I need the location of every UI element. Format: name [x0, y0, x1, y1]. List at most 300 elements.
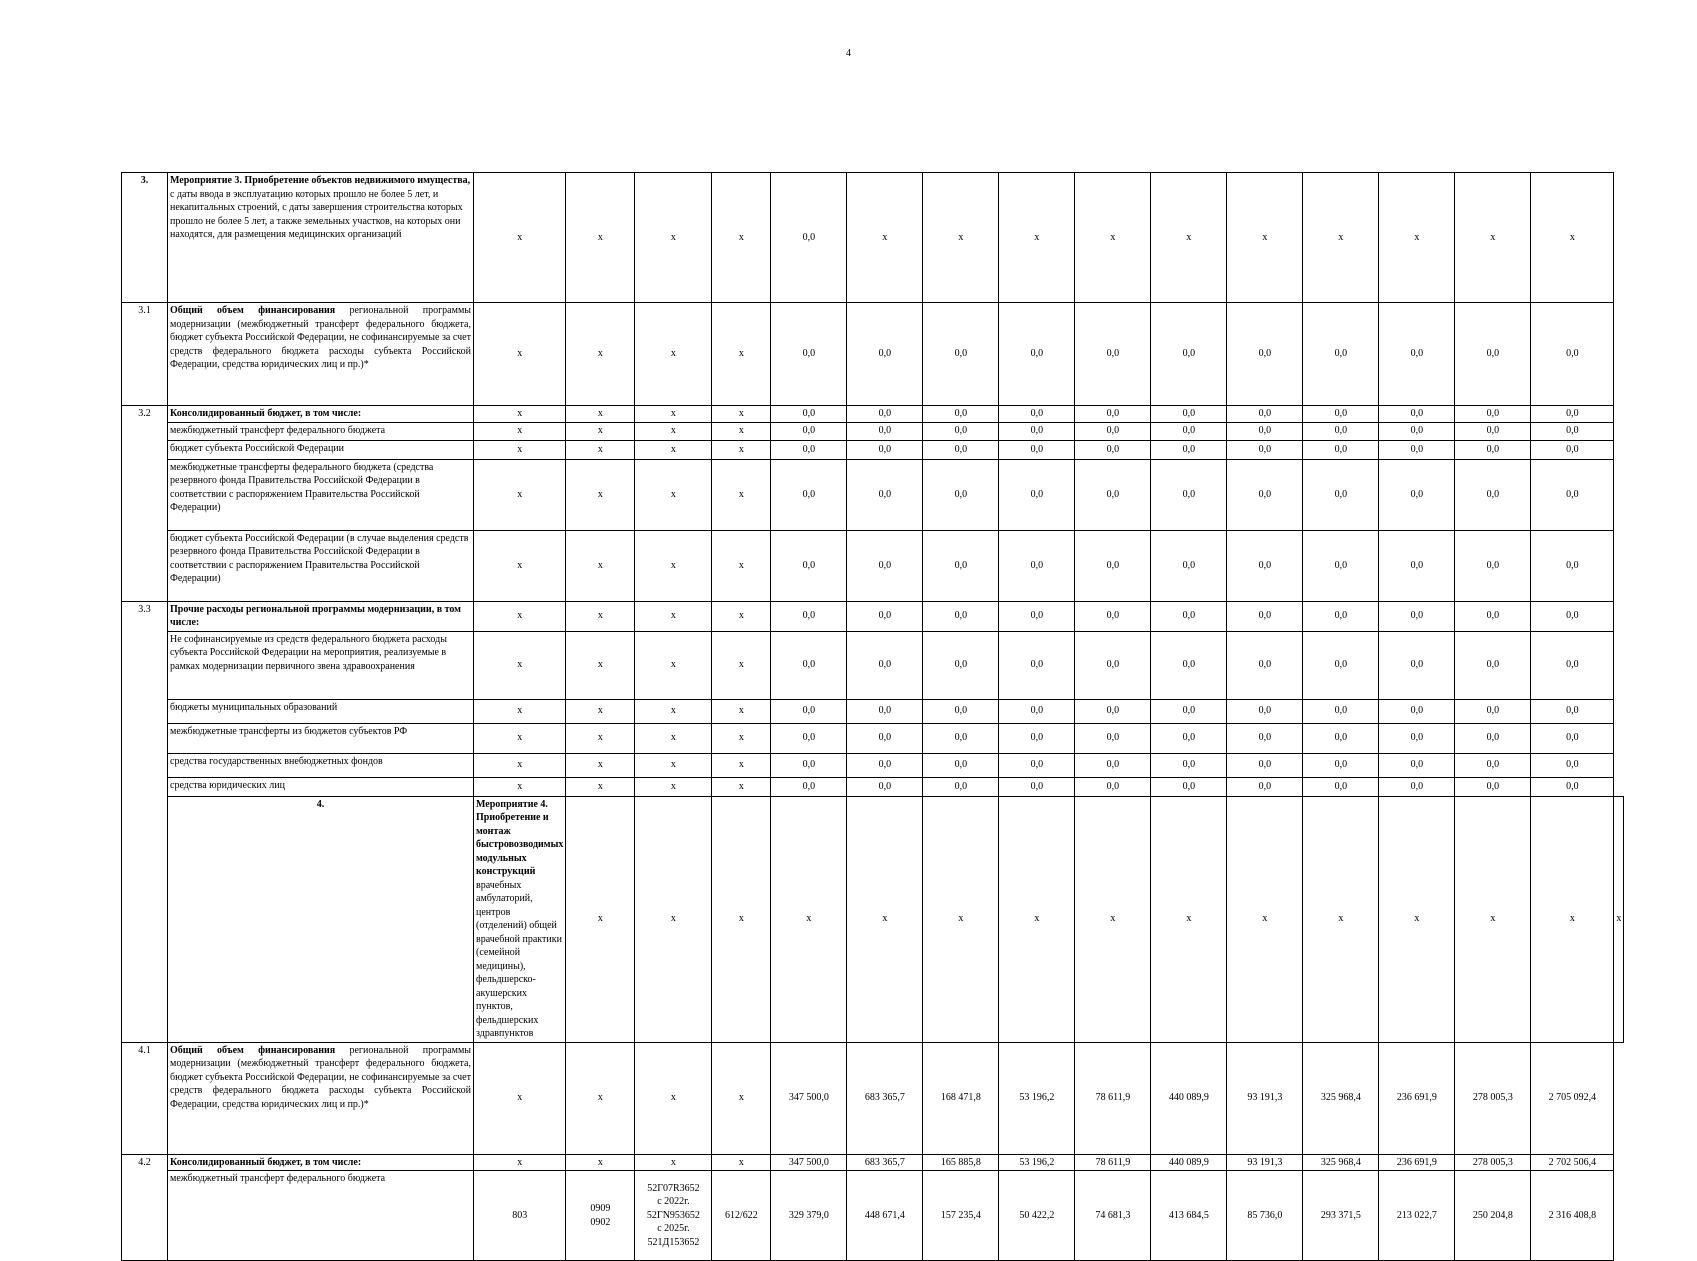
description-text: врачебных амбулаторий, центров (отделений) общей врачебной практики (семейной медицины), фельдшерско-акушерских пунктов, фельдшерских здравпунктов [476, 879, 562, 1039]
table-cell: 325 968,4 [1303, 1042, 1379, 1154]
table-cell: 0,0 [847, 631, 923, 699]
row-description [168, 699, 474, 723]
table-row [122, 303, 1624, 406]
table-cell: x [566, 699, 635, 723]
table-cell: 0,0 [923, 422, 999, 440]
table-cell: x [474, 440, 566, 459]
table-cell: 0,0 [1303, 422, 1379, 440]
table-cell: x [635, 530, 712, 601]
table-row [122, 459, 1624, 530]
table-cell: x [635, 422, 712, 440]
table-cell: x [474, 459, 566, 530]
table-cell: x [635, 406, 712, 423]
table-cell: 0,0 [1303, 699, 1379, 723]
table-cell: 0,0 [1455, 530, 1531, 601]
table-cell: x [712, 631, 771, 699]
table-cell: x [566, 530, 635, 601]
table-cell: 0,0 [1531, 440, 1614, 459]
table-cell: 53 196,2 [999, 1042, 1075, 1154]
row-number: 4. [168, 796, 474, 1042]
table-cell: 0,0 [1455, 303, 1531, 406]
table-cell: x [771, 796, 847, 1042]
table-cell: 0,0 [923, 530, 999, 601]
table-cell: x [847, 796, 923, 1042]
table-cell: x [712, 422, 771, 440]
table-cell: 0,0 [847, 723, 923, 753]
description-bold: Мероприятие 3. Приобретение объектов недвижимого имущества, [170, 175, 471, 186]
table-cell: 0,0 [1303, 777, 1379, 796]
table-cell: 0,0 [771, 777, 847, 796]
table-cell: 0,0 [771, 173, 847, 303]
row-description [168, 1171, 474, 1261]
table-cell: 0,0 [1455, 723, 1531, 753]
row-description [168, 406, 474, 423]
table-cell: x [566, 459, 635, 530]
table-cell: 0,0 [999, 777, 1075, 796]
description-text: региональной программы модернизации (межбюджетный трансферт федерального бюджета, бюджет субъекта Российской Федерации, не софинансируемые за счет средств федерального бюджета расходы субъекта Российской Федерации, средства юридических лиц и пр.)* [170, 1044, 471, 1110]
table-cell: x [635, 459, 712, 530]
description-bold: Консолидированный бюджет, в том числе: [170, 408, 362, 419]
table-cell: 0,0 [1075, 530, 1151, 601]
table-cell: 0,0 [771, 631, 847, 699]
table-cell: 0,0 [999, 631, 1075, 699]
table-cell: 0,0 [1227, 406, 1303, 423]
table-cell: 0,0 [1227, 530, 1303, 601]
table-cell: 0,0 [1075, 440, 1151, 459]
table-cell: 0,0 [1531, 303, 1614, 406]
table-cell: x [1379, 796, 1455, 1042]
table-cell: 168 471,8 [923, 1042, 999, 1154]
table-row [122, 422, 1624, 440]
table-cell: x [1614, 796, 1624, 1042]
table-cell: 0,0 [1531, 699, 1614, 723]
table-row [122, 777, 1624, 796]
table-cell: 413 684,5 [1151, 1171, 1227, 1261]
table-row [122, 631, 1624, 699]
table-cell: 0,0 [999, 530, 1075, 601]
table-cell: x [712, 699, 771, 723]
table-cell: x [566, 1042, 635, 1154]
table-cell: 0,0 [1531, 422, 1614, 440]
table-cell: 0,0 [1455, 422, 1531, 440]
row-description [168, 777, 474, 796]
table-cell: x [712, 1154, 771, 1171]
table-cell: x [923, 796, 999, 1042]
row-number: 4.2 [122, 1154, 168, 1261]
table-cell: x [566, 601, 635, 631]
table-cell: x [566, 1154, 635, 1171]
description-text: межбюджетные трансферты федерального бюджета (средства резервного фонда Правительства Российской Федерации в соответствии с распоряжением Правительства Российской Федерации) [170, 461, 434, 513]
table-cell: 329 379,0 [771, 1171, 847, 1261]
description-text: межбюджетный трансферт федерального бюджета [170, 424, 386, 436]
table-cell: 0,0 [1075, 459, 1151, 530]
table-cell: 440 089,9 [1151, 1042, 1227, 1154]
table-cell: 0,0 [1455, 777, 1531, 796]
table-cell: 0,0 [1303, 723, 1379, 753]
table-cell: 0,0 [1151, 631, 1227, 699]
table-cell: 0,0 [1075, 422, 1151, 440]
table-cell: 0,0 [1075, 777, 1151, 796]
table-cell: 0,0 [1227, 303, 1303, 406]
table-cell: 2 702 506,4 [1531, 1154, 1614, 1171]
table-cell: 0,0 [771, 601, 847, 631]
row-description [168, 631, 474, 699]
table-cell: x [1303, 173, 1379, 303]
table-cell: 157 235,4 [923, 1171, 999, 1261]
table-cell: x [635, 173, 712, 303]
table-cell: 0,0 [847, 440, 923, 459]
table-cell: 0,0 [1151, 530, 1227, 601]
table-cell: 0,0 [1151, 440, 1227, 459]
table-cell: 0,0 [1227, 440, 1303, 459]
table-cell: 236 691,9 [1379, 1042, 1455, 1154]
table-cell: x [474, 631, 566, 699]
table-cell: 0,0 [1075, 406, 1151, 423]
row-description [168, 422, 474, 440]
table-cell: 0,0 [1531, 753, 1614, 777]
table-cell: 278 005,3 [1455, 1042, 1531, 1154]
table-cell: x [712, 777, 771, 796]
table-cell: 440 089,9 [1151, 1154, 1227, 1171]
table-cell: 0,0 [771, 422, 847, 440]
page-number: 4 [846, 48, 851, 59]
financing-table [121, 172, 1624, 1261]
row-number: 3.3 [122, 601, 168, 1042]
table-cell: x [635, 753, 712, 777]
row-number: 4.1 [122, 1042, 168, 1154]
row-description [168, 1042, 474, 1154]
table-cell: 0,0 [1151, 422, 1227, 440]
table-cell: x [712, 723, 771, 753]
table-cell: x [1151, 173, 1227, 303]
table-cell: 0,0 [1379, 406, 1455, 423]
table-cell: x [566, 422, 635, 440]
table-cell: 0909 0902 [566, 1171, 635, 1261]
row-number: 3. [122, 173, 168, 303]
table-cell: 0,0 [1531, 723, 1614, 753]
table-cell: x [635, 1042, 712, 1154]
description-text: бюджет субъекта Российской Федерации (в случае выделения средств резервного фонда Правительства Российской Федерации в соответствии с распоряжением Правительства Российской Федерации) [170, 532, 469, 584]
table-cell: 0,0 [923, 699, 999, 723]
table-cell: 0,0 [999, 459, 1075, 530]
table-cell: 0,0 [1531, 631, 1614, 699]
table-cell: 0,0 [771, 303, 847, 406]
table-cell: 0,0 [847, 406, 923, 423]
table-row [122, 753, 1624, 777]
row-description [474, 796, 566, 1042]
table-cell: x [474, 530, 566, 601]
description-text: Не софинансируемые из средств федерального бюджета расходы субъекта Российской Федерации на мероприятия, реализуемые в рамках модернизации первичного звена здравоохранения [170, 633, 447, 672]
table-cell: x [712, 1042, 771, 1154]
table-cell: 0,0 [1455, 631, 1531, 699]
table-row [122, 173, 1624, 303]
table-cell: 0,0 [999, 406, 1075, 423]
table-cell: 0,0 [1455, 753, 1531, 777]
table-cell: 0,0 [1075, 753, 1151, 777]
table-cell: x [1075, 796, 1151, 1042]
table-cell: 0,0 [1379, 753, 1455, 777]
table-cell: 0,0 [1455, 406, 1531, 423]
row-description [168, 601, 474, 631]
table-cell: 0,0 [1151, 406, 1227, 423]
table-cell: x [999, 796, 1075, 1042]
table-cell: 0,0 [1151, 753, 1227, 777]
table-cell: 803 [474, 1171, 566, 1261]
table-cell: 0,0 [1075, 699, 1151, 723]
table-cell: 0,0 [771, 699, 847, 723]
table-cell: x [635, 723, 712, 753]
table-cell: x [474, 1042, 566, 1154]
table-cell: x [712, 601, 771, 631]
table-cell: 0,0 [1151, 777, 1227, 796]
table-cell: 0,0 [1379, 303, 1455, 406]
table-cell: x [712, 459, 771, 530]
table-cell: 0,0 [1227, 699, 1303, 723]
table-cell: 0,0 [771, 530, 847, 601]
table-cell: 0,0 [923, 459, 999, 530]
table-cell: x [635, 796, 712, 1042]
description-bold: Прочие расходы региональной программы модернизации, в том числе: [170, 603, 461, 628]
table-cell: x [566, 777, 635, 796]
description-bold: Общий объем финансирования [170, 305, 336, 316]
table-cell: 0,0 [1379, 530, 1455, 601]
table-cell: 0,0 [1075, 723, 1151, 753]
table-cell: x [474, 723, 566, 753]
table-cell: x [566, 173, 635, 303]
table-cell: 0,0 [1227, 601, 1303, 631]
table-cell: x [474, 601, 566, 631]
description-text: межбюджетные трансферты из бюджетов субъектов РФ [170, 725, 408, 737]
description-text: бюджет субъекта Российской Федерации [170, 442, 345, 454]
table-cell: 0,0 [923, 303, 999, 406]
table-cell: 0,0 [1531, 777, 1614, 796]
table-cell: x [566, 303, 635, 406]
row-number: 3.2 [122, 406, 168, 602]
table-cell: x [712, 303, 771, 406]
table-cell: 0,0 [999, 723, 1075, 753]
table-cell: x [847, 173, 923, 303]
table-row [122, 723, 1624, 753]
table-cell: x [635, 601, 712, 631]
table-cell: 0,0 [923, 753, 999, 777]
table-cell: 250 204,8 [1455, 1171, 1531, 1261]
table-cell: 0,0 [1303, 459, 1379, 530]
table-row [122, 530, 1624, 601]
table-cell: 0,0 [1303, 303, 1379, 406]
row-description [168, 753, 474, 777]
table-cell: x [474, 753, 566, 777]
table-cell: 0,0 [1455, 459, 1531, 530]
table-cell: x [923, 173, 999, 303]
table-cell: 52Г07R3652 с 2022г. 52ГN953652 с 2025г. 521Д153652 [635, 1171, 712, 1261]
description-bold: Общий объем финансирования [170, 1044, 336, 1056]
table-cell: x [566, 406, 635, 423]
table-cell: 0,0 [1151, 303, 1227, 406]
table-cell: 93 191,3 [1227, 1154, 1303, 1171]
table-cell: 53 196,2 [999, 1154, 1075, 1171]
table-cell: x [712, 173, 771, 303]
table-cell: 0,0 [1531, 459, 1614, 530]
row-description [168, 723, 474, 753]
table-cell: 278 005,3 [1455, 1154, 1531, 1171]
table-cell: x [474, 777, 566, 796]
table-cell: 0,0 [1227, 753, 1303, 777]
table-cell: x [1531, 796, 1614, 1042]
table-cell: 0,0 [1455, 699, 1531, 723]
table-cell: 0,0 [847, 459, 923, 530]
table-cell: 0,0 [1531, 406, 1614, 423]
table-cell: 165 885,8 [923, 1154, 999, 1171]
table-row [122, 406, 1624, 423]
table-cell: 0,0 [923, 777, 999, 796]
table-cell: 0,0 [1227, 422, 1303, 440]
table-cell: x [474, 303, 566, 406]
row-description [168, 530, 474, 601]
table-cell: 0,0 [999, 753, 1075, 777]
table-cell: 293 371,5 [1303, 1171, 1379, 1261]
table-cell: 74 681,3 [1075, 1171, 1151, 1261]
table-cell: 347 500,0 [771, 1042, 847, 1154]
table-body [122, 173, 1624, 1261]
description-text: бюджеты муниципальных образований [170, 701, 338, 713]
table-cell: 0,0 [923, 631, 999, 699]
table-cell: x [1227, 796, 1303, 1042]
table-cell: 325 968,4 [1303, 1154, 1379, 1171]
row-description [168, 459, 474, 530]
table-cell: 0,0 [1075, 303, 1151, 406]
table-cell: 0,0 [999, 699, 1075, 723]
table-cell: 0,0 [1303, 601, 1379, 631]
table-cell: 0,0 [771, 753, 847, 777]
table-cell: 0,0 [1227, 631, 1303, 699]
table-cell: x [566, 440, 635, 459]
table-cell: x [1455, 796, 1531, 1042]
table-cell: 0,0 [847, 601, 923, 631]
table-cell: 0,0 [999, 422, 1075, 440]
table-cell: 213 022,7 [1379, 1171, 1455, 1261]
table-cell: 0,0 [1379, 631, 1455, 699]
table-cell: 0,0 [923, 601, 999, 631]
row-number: 3.1 [122, 303, 168, 406]
table-cell: 0,0 [1075, 631, 1151, 699]
table-cell: x [635, 699, 712, 723]
table-cell: x [999, 173, 1075, 303]
table-cell: 0,0 [1151, 459, 1227, 530]
table-cell: x [1531, 173, 1614, 303]
table-cell: 0,0 [1227, 777, 1303, 796]
table-cell: 93 191,3 [1227, 1042, 1303, 1154]
description-text: средства государственных внебюджетных фондов [170, 755, 383, 767]
description-text: региональной программы модернизации (межбюджетный трансферт федерального бюджета, бюджет субъекта Российской Федерации, не софинансируемые за счет средств федерального бюджета расходы субъекта Российской Федерации, средства юридических лиц и пр.)* [170, 305, 471, 370]
table-cell: x [566, 631, 635, 699]
table-cell: 0,0 [1151, 699, 1227, 723]
table-cell: 78 611,9 [1075, 1042, 1151, 1154]
table-cell: 0,0 [1151, 723, 1227, 753]
description-text: с даты ввода в эксплуатацию которых прошло не более 5 лет, и некапитальных строений, с даты завершения строительства которых прошло не более 5 лет, а также земельных участков, на которых они находятся, для размещения медицинских организаций [170, 188, 463, 240]
table-cell: 347 500,0 [771, 1154, 847, 1171]
table-row [122, 601, 1624, 631]
table-cell: 0,0 [1455, 601, 1531, 631]
table-cell: x [474, 1154, 566, 1171]
table-cell: 0,0 [771, 406, 847, 423]
table-cell: 0,0 [1379, 601, 1455, 631]
table-cell: 0,0 [1303, 406, 1379, 423]
table-cell: 0,0 [1303, 631, 1379, 699]
table-cell: 0,0 [1379, 723, 1455, 753]
table-cell: 50 422,2 [999, 1171, 1075, 1261]
description-text: межбюджетный трансферт федерального бюджета [170, 1173, 386, 1184]
table-cell: x [566, 753, 635, 777]
description-text: средства юридических лиц [170, 779, 285, 791]
table-cell: 683 365,7 [847, 1042, 923, 1154]
table-cell: 0,0 [923, 440, 999, 459]
table-cell: x [566, 723, 635, 753]
table-cell: 612/622 [712, 1171, 771, 1261]
table-cell: 0,0 [847, 777, 923, 796]
table-cell: x [474, 699, 566, 723]
table-row [122, 1171, 1624, 1261]
table-cell: 0,0 [999, 440, 1075, 459]
table-cell: 0,0 [1151, 601, 1227, 631]
table-cell: 0,0 [999, 601, 1075, 631]
table-cell: 2 316 408,8 [1531, 1171, 1614, 1261]
table-cell: 0,0 [847, 422, 923, 440]
table-cell: x [566, 796, 635, 1042]
table-cell: x [474, 422, 566, 440]
description-bold: Консолидированный бюджет, в том числе: [170, 1156, 362, 1168]
table-cell: x [635, 777, 712, 796]
table-row [122, 440, 1624, 459]
table-cell: 0,0 [847, 530, 923, 601]
table-cell: x [712, 440, 771, 459]
table-cell: x [635, 1154, 712, 1171]
table-cell: x [712, 530, 771, 601]
table-cell: 0,0 [923, 406, 999, 423]
table-cell: 0,0 [999, 303, 1075, 406]
row-description [168, 440, 474, 459]
table-cell: 0,0 [1531, 530, 1614, 601]
table-cell: x [635, 631, 712, 699]
table-cell: x [712, 406, 771, 423]
table-cell: 0,0 [1227, 459, 1303, 530]
table-cell: x [1075, 173, 1151, 303]
table-row [122, 1042, 1624, 1154]
table-cell: 0,0 [847, 753, 923, 777]
table-cell: x [635, 303, 712, 406]
table-cell: 0,0 [1379, 440, 1455, 459]
table-cell: 85 736,0 [1227, 1171, 1303, 1261]
table-cell: x [474, 173, 566, 303]
table-cell: 0,0 [1303, 440, 1379, 459]
table-cell: 236 691,9 [1379, 1154, 1455, 1171]
table-cell: 0,0 [847, 699, 923, 723]
table-cell: 0,0 [1379, 422, 1455, 440]
table-row [122, 796, 1624, 1042]
table-cell: x [474, 406, 566, 423]
table-cell: 0,0 [923, 723, 999, 753]
row-description [168, 173, 474, 303]
table-cell: 0,0 [847, 303, 923, 406]
table-cell: x [1379, 173, 1455, 303]
table-cell: 0,0 [1075, 601, 1151, 631]
table-cell: x [1455, 173, 1531, 303]
table-cell: 0,0 [1379, 699, 1455, 723]
table-cell: 0,0 [1379, 777, 1455, 796]
table-cell: 0,0 [771, 723, 847, 753]
table-cell: 0,0 [1303, 753, 1379, 777]
table-cell: x [1227, 173, 1303, 303]
table-cell: 78 611,9 [1075, 1154, 1151, 1171]
